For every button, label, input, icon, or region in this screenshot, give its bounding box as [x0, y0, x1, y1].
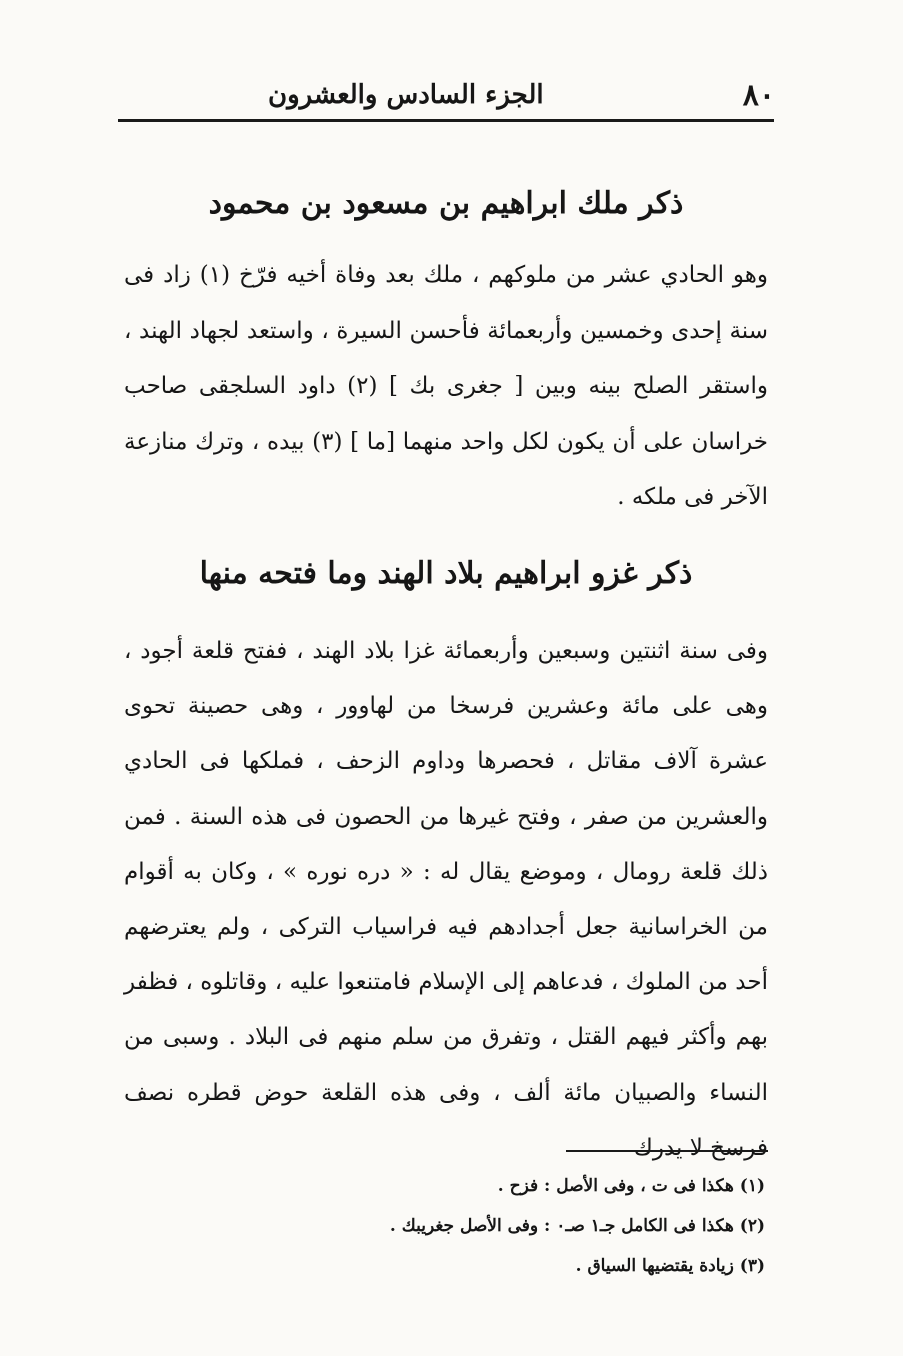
section-title: ذكر غزو ابراهيم بلاد الهند وما فتحه منها — [199, 556, 693, 591]
section-paragraph: وهو الحادي عشر من ملوكهم ، ملك بعد وفاة أخيه فرّخ (١) زاد فى سنة إحدى وخمسين وأربعمائة فأحسن السيرة ، واستعد لجهاد الهند ، واستقر الصلح بينه وبين [ جغرى بك ] (٢) داود السلجقى صاحب خراسان على أن يكون لكل واحد منهما [ما ] (٣) بيده ، وترك منازعة الآخر فى ملكه . — [124, 262, 768, 510]
footnote: (١) هكذا فى ت ، وفى الأصل : فزح . — [497, 1176, 765, 1196]
footnotes — [245, 1166, 765, 1286]
page-number: ٨٠ — [742, 77, 775, 113]
running-title: الجزء السادس والعشرون — [268, 80, 544, 110]
footnote-rule — [566, 1150, 768, 1152]
footnote: (٢) هكذا فى الكامل جـ١ صـ٠ : وفى الأصل جغريبك . — [389, 1216, 765, 1236]
header-rule — [118, 119, 774, 122]
section-paragraph: وفى سنة اثنتين وسبعين وأربعمائة غزا بلاد الهند ، ففتح قلعة أجود ، وهى على مائة وعشرين فرسخا من لهاوور ، وهى حصينة تحوى عشرة آلاف مقاتل ، فحصرها وداوم الزحف ، فملكها فى الحادي والعشرين من صفر ، وفتح غيرها من الحصون فى هذه السنة . فمن ذلك قلعة رومال ، وموضع يقال له : « دره نوره » ، وكان به أقوام من الخراسانية جعل أجدادهم فيه فراسياب التركى ، ولم يعترضهم أحد من الملوك ، فدعاهم إلى الإسلام فامتنعوا عليه ، وقاتلوه ، فظفر بهم وأكثر فيهم القتل ، وتفرق من سلم منهم فى البلاد . وسبى من النساء والصبيان مائة ألف ، وفى هذه القلعة حوض قطره نصف فرسخ لا يدرك — [124, 638, 768, 1161]
footnote: (٣) زيادة يقتضيها السياق . — [575, 1256, 765, 1276]
running-header — [118, 72, 775, 118]
section-title: ذكر ملك ابراهيم بن مسعود بن محمود — [208, 186, 684, 221]
